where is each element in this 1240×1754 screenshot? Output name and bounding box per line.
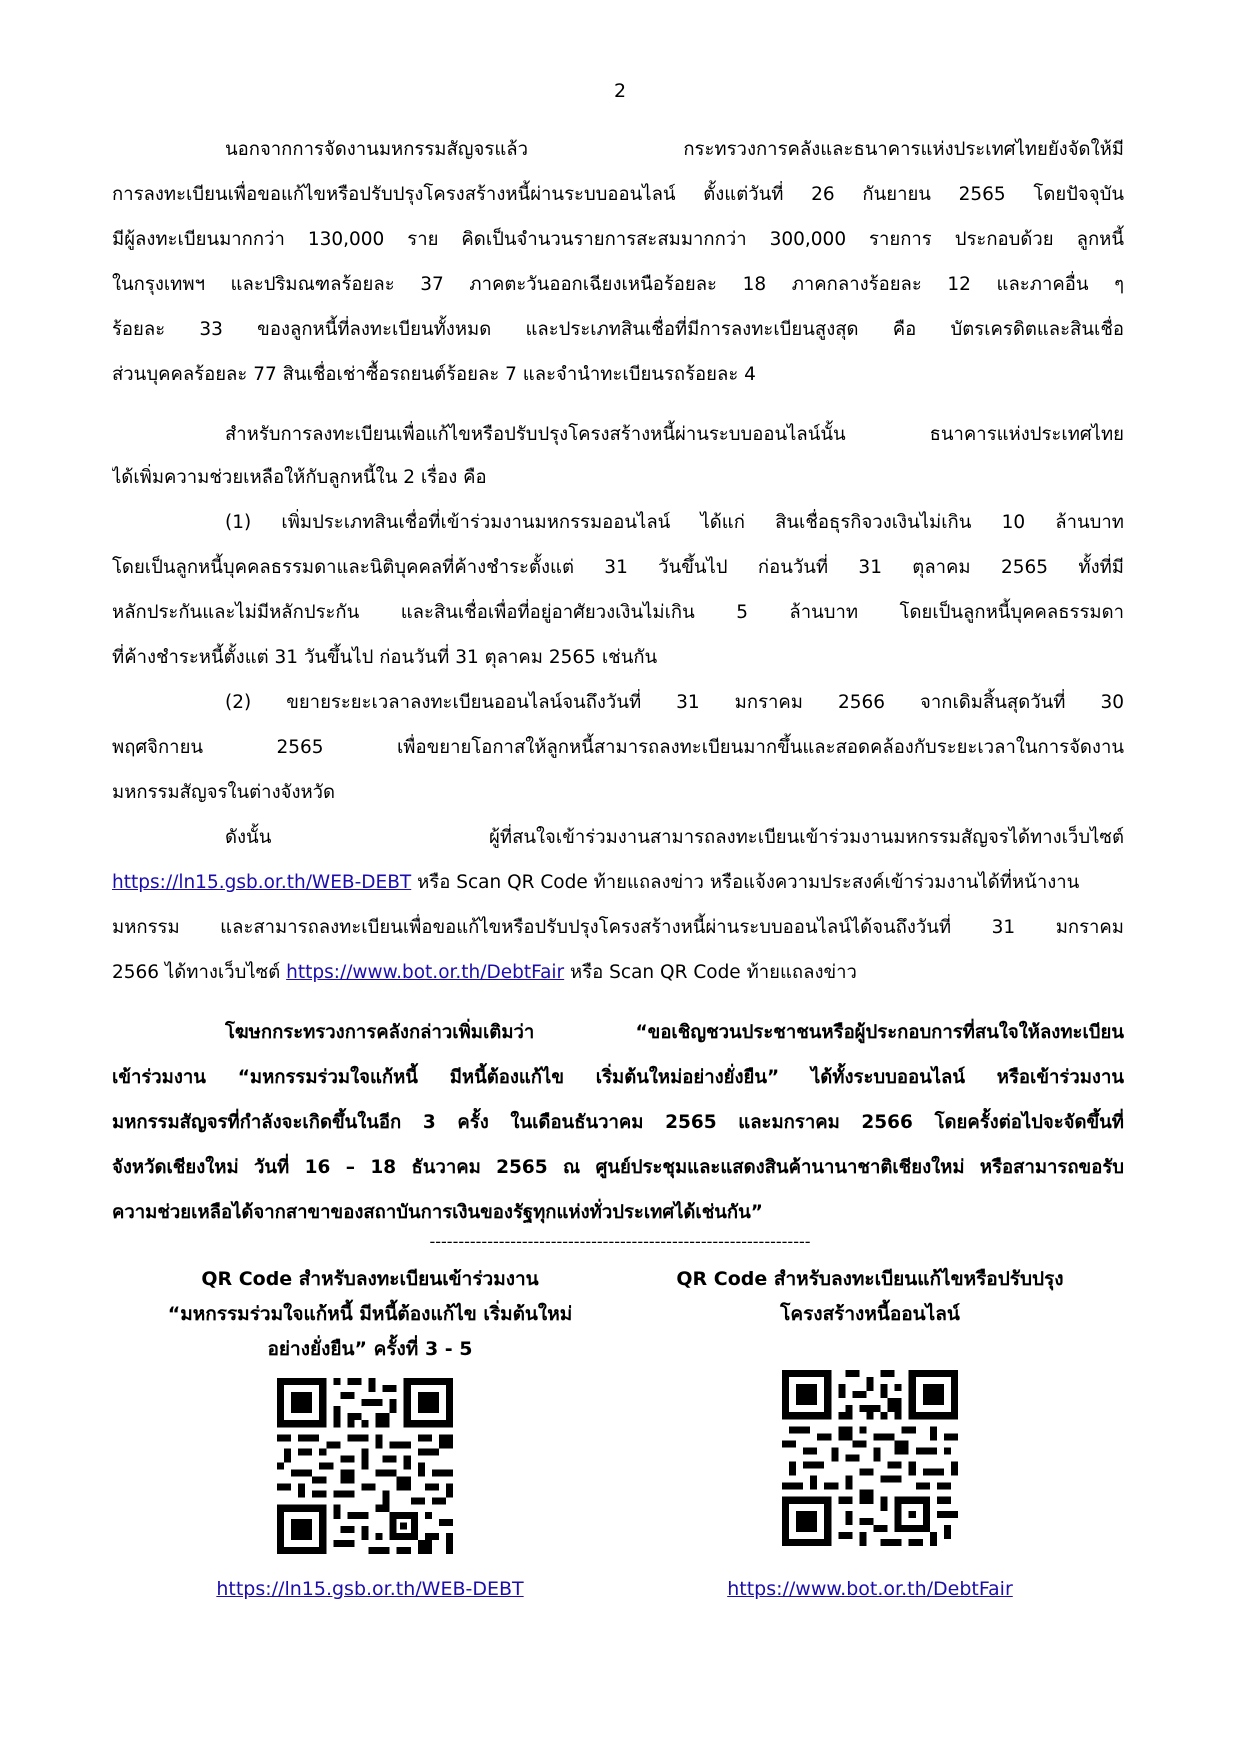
divider: ------------------------------------------------------------------ xyxy=(429,1232,811,1251)
text-line: จังหวัดเชียงใหม่ วันที่ 16 – 18 ธันวาคม 2565 ณ ศูนย์ประชุมและแสดงสินค้านานาชาติเชียงใหม่ หรือสามารถขอรับ xyxy=(112,1157,1124,1178)
text-line: ดังนั้น ผู้ที่สนใจเข้าร่วมงานสามารถลงทะเบียนเข้าร่วมงานมหกรรมสัญจรได้ทางเว็บไซต์ xyxy=(225,827,1124,848)
gsb-link[interactable]: https://ln15.gsb.or.th/WEB-DEBT xyxy=(112,872,412,893)
qr-right-link[interactable]: https://www.bot.or.th/DebtFair xyxy=(727,1578,1013,1600)
qr-code-right[interactable] xyxy=(782,1370,958,1546)
text-line: มหกรรมสัญจรในต่างจังหวัด xyxy=(112,782,336,803)
text-line: ได้เพิ่มความช่วยเหลือให้กับลูกหนี้ใน 2 เรื่อง คือ xyxy=(112,467,487,488)
text-line: เข้าร่วมงาน “มหกรรมร่วมใจแก้หนี้ มีหนี้ต้องแก้ไข เริ่มต้นใหม่อย่างยั่งยืน” ได้ทั้งระบบออนไลน์ หรือเข้าร่วมงาน xyxy=(112,1067,1124,1088)
text-span: หรือ Scan QR Code ท้ายแถลงข่าว หรือแจ้งความประสงค์เข้าร่วมงานได้ที่หน้างาน xyxy=(411,872,1080,893)
qr-left-caption-line: อย่างยั่งยืน” ครั้งที่ 3 - 5 xyxy=(267,1338,473,1360)
text-span: 2566 ได้ทางเว็บไซต์ xyxy=(112,962,287,983)
qr-left-caption-line: QR Code สำหรับลงทะเบียนเข้าร่วมงาน xyxy=(201,1268,539,1290)
qr-left-caption-line: “มหกรรมร่วมใจแก้หนี้ มีหนี้ต้องแก้ไข เริ่มต้นใหม่ xyxy=(167,1303,573,1325)
text-line: ส่วนบุคคลร้อยละ 77 สินเชื่อเช่าซื้อรถยนต์ร้อยละ 7 และจำนำทะเบียนรถร้อยละ 4 xyxy=(112,364,756,385)
text-line: ร้อยละ 33 ของลูกหนี้ที่ลงทะเบียนทั้งหมด และประเภทสินเชื่อที่มีการลงทะเบียนสูงสุด คือ บัตรเครดิตและสินเชื่อ xyxy=(112,319,1124,340)
page-number: 2 xyxy=(613,80,627,102)
text-line: พฤศจิกายน 2565 เพื่อขยายโอกาสให้ลูกหนี้สามารถลงทะเบียนมากขึ้นและสอดคล้องกับระยะเวลาในการจัดงาน xyxy=(112,737,1124,758)
text-line: มหกรรมสัญจรที่กำลังจะเกิดขึ้นในอีก 3 ครั้ง ในเดือนธันวาคม 2565 และมกราคม 2566 โดยครั้งต่อไปจะจัดขึ้นที่ xyxy=(112,1112,1124,1133)
text-line: หลักประกันและไม่มีหลักประกัน และสินเชื่อเพื่อที่อยู่อาศัยวงเงินไม่เกิน 5 ล้านบาท โดยเป็นลูกหนี้บุคคลธรรมดา xyxy=(112,602,1124,623)
text-line: สำหรับการลงทะเบียนเพื่อแก้ไขหรือปรับปรุงโครงสร้างหนี้ผ่านระบบออนไลน์นั้น ธนาคารแห่งประเทศไทย xyxy=(225,424,1124,445)
bot-link[interactable]: https://www.bot.or.th/DebtFair xyxy=(286,962,565,983)
text-line: มีผู้ลงทะเบียนมากกว่า 130,000 ราย คิดเป็นจำนวนรายการสะสมมากกว่า 300,000 รายการ ประกอบด้วย ลูกหนี้ xyxy=(112,229,1124,250)
qr-right-link-container xyxy=(620,1578,1120,1600)
qr-left-link-container xyxy=(120,1578,620,1600)
text-line: โดยเป็นลูกหนี้บุคคลธรรมดาและนิติบุคคลที่ค้างชำระตั้งแต่ 31 วันขึ้นไป ก่อนวันที่ 31 ตุลาคม 2565 ทั้งที่มี xyxy=(112,557,1124,578)
qr-right-caption-line: QR Code สำหรับลงทะเบียนแก้ไขหรือปรับปรุง xyxy=(676,1268,1064,1290)
qr-left-link[interactable]: https://ln15.gsb.or.th/WEB-DEBT xyxy=(216,1578,524,1600)
text-line xyxy=(112,868,1124,898)
text-line: (2) ขยายระยะเวลาลงทะเบียนออนไลน์จนถึงวันที่ 31 มกราคม 2566 จากเดิมสิ้นสุดวันที่ 30 xyxy=(225,692,1124,713)
qr-code-left[interactable] xyxy=(277,1378,453,1554)
text-line: โฆษกกระทรวงการคลังกล่าวเพิ่มเติมว่า “ขอเชิญชวนประชาชนหรือผู้ประกอบการที่สนใจให้ลงทะเบียน xyxy=(225,1022,1124,1043)
text-line: มหกรรม และสามารถลงทะเบียนเพื่อขอแก้ไขหรือปรับปรุงโครงสร้างหนี้ผ่านระบบออนไลน์ได้จนถึงวันที่ 31 มกราคม xyxy=(112,917,1124,938)
text-line: ในกรุงเทพฯ และปริมณฑลร้อยละ 37 ภาคตะวันออกเฉียงเหนือร้อยละ 18 ภาคกลางร้อยละ 12 และภาคอื่น ๆ xyxy=(112,274,1124,295)
text-line: ความช่วยเหลือได้จากสาขาของสถาบันการเงินของรัฐทุกแห่งทั่วประเทศได้เช่นกัน” xyxy=(112,1202,763,1223)
qr-right-caption-line: โครงสร้างหนี้ออนไลน์ xyxy=(780,1303,960,1325)
text-line: นอกจากการจัดงานมหกรรมสัญจรแล้ว กระทรวงการคลังและธนาคารแห่งประเทศไทยยังจัดให้มี xyxy=(225,139,1124,160)
text-line: (1) เพิ่มประเภทสินเชื่อที่เข้าร่วมงานมหกรรมออนไลน์ ได้แก่ สินเชื่อธุรกิจวงเงินไม่เกิน 10 ล้านบาท xyxy=(225,512,1124,533)
text-line: ที่ค้างชำระหนี้ตั้งแต่ 31 วันขึ้นไป ก่อนวันที่ 31 ตุลาคม 2565 เช่นกัน xyxy=(112,647,658,668)
text-span: หรือ Scan QR Code ท้ายแถลงข่าว xyxy=(564,962,857,983)
text-line xyxy=(112,958,1124,988)
text-line: การลงทะเบียนเพื่อขอแก้ไขหรือปรับปรุงโครงสร้างหนี้ผ่านระบบออนไลน์ ตั้งแต่วันที่ 26 กันยายน 2565 โดยปัจจุบัน xyxy=(112,184,1124,205)
